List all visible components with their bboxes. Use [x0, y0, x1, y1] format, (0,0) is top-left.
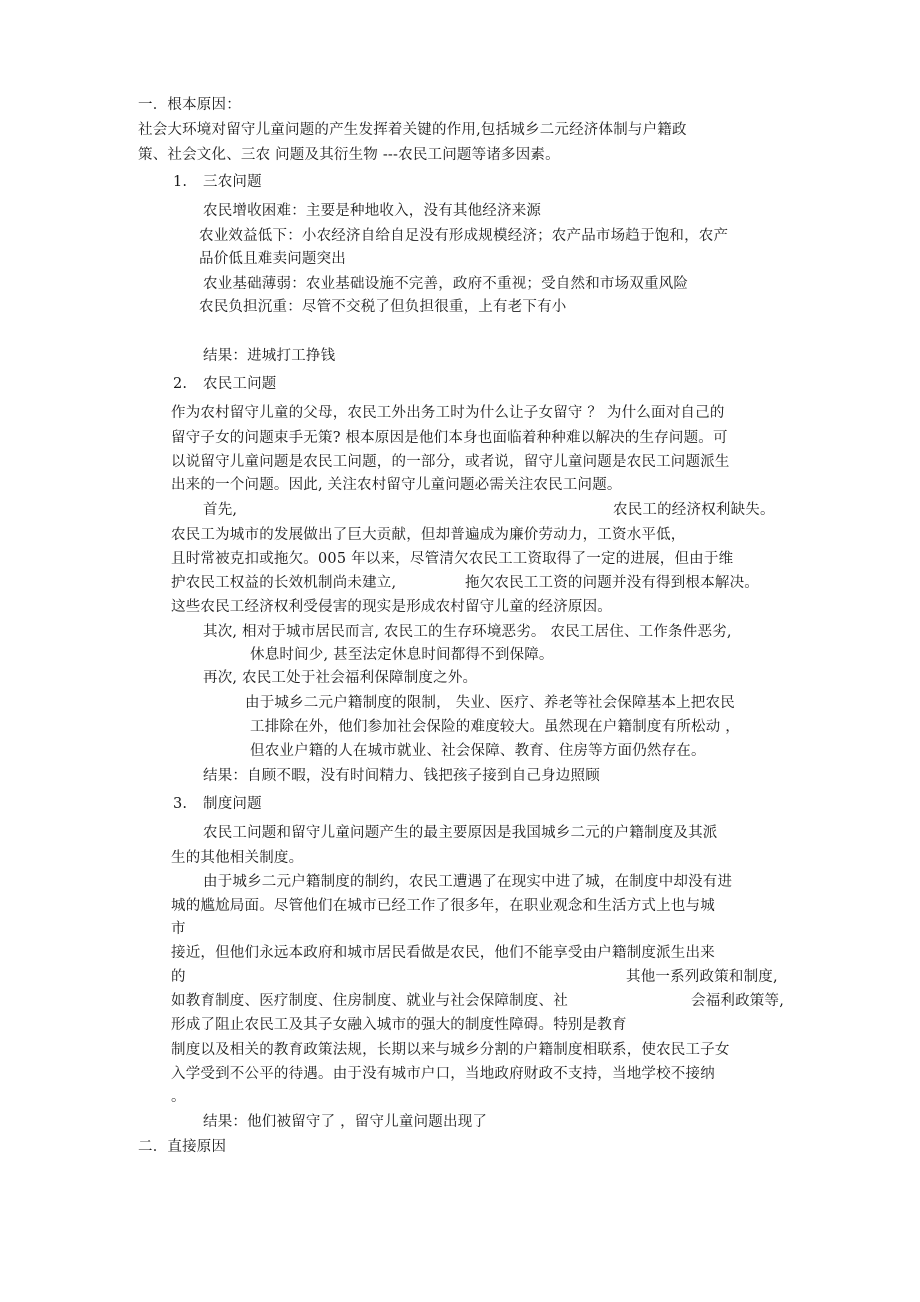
item2-para2-line-3b: 拖欠农民工工资的问题并没有得到根本解决。	[465, 575, 759, 591]
item3-para2-line-5b: 其他一系列政策和制度,	[626, 969, 778, 985]
intro-line-2: 策、社会文化、三农 问题及其衍生物 ---农民工问题等诸多因素。	[138, 147, 560, 163]
item3-number: 3.	[173, 796, 188, 812]
item2-huji-line-1: 由于城乡二元户籍制度的限制， 失业、医疗、养老等社会保障基本上把农民	[245, 695, 735, 711]
item1-result: 结果：进城打工挣钱	[203, 348, 336, 364]
item3-para1-line-2: 生的其他相关制度。	[171, 850, 304, 866]
item1-line-1: 农民增收困难：主要是种地收入，没有其他经济来源	[203, 203, 542, 219]
intro-line-1: 社会大环境对留守儿童问题的产生发挥着关键的作用,包括城乡二元经济体制与户籍政	[138, 122, 687, 138]
item2-para2-line-4: 这些农民工经济权利受侵害的现实是形成农村留守儿童的经济原因。	[171, 599, 612, 615]
item2-para1-line-1: 作为农村留守儿童的父母，农民工外出务工时为什么让子女留守 ？ 为什么面对自己的	[171, 405, 725, 421]
item1-line-2: 农业效益低下：小农经济自给自足没有形成规模经济；农产品市场趋于饱和，农产	[199, 228, 729, 244]
item2-para2-line-2: 且时常被克扣或拖欠。005 年以来，尽管清欠农民工工资取得了一定的进展，但由于维	[171, 551, 734, 567]
item2-title: 农民工问题	[203, 376, 277, 392]
item1-line-5: 农民负担沉重：尽管不交税了但负担很重，上有老下有小	[199, 299, 567, 315]
section2-heading: 二．直接原因	[138, 1139, 227, 1155]
item2-para1-line-4: 出来的一个问题。因此, 关注农村留守儿童问题必需关注农民工问题。	[171, 477, 622, 493]
item1-line-4: 农业基础薄弱：农业基础设施不完善，政府不重视；受自然和市场双重风险	[203, 276, 689, 292]
item3-title: 制度问题	[203, 796, 262, 812]
item1-title: 三农问题	[203, 174, 262, 190]
item3-para2-line-5a: 的	[171, 969, 186, 985]
item2-huji-line-2: 工排除在外，他们参加社会保险的难度较大。虽然现在户籍制度有所松动 ，	[250, 719, 740, 735]
item3-para2-line-1: 由于城乡二元户籍制度的制约，农民工遭遇了在现实中进了城，在制度中却没有进	[203, 874, 733, 890]
item2-number: 2.	[173, 376, 188, 392]
item3-para2-line-4: 接近，但他们永远本政府和城市居民看做是农民，他们不能享受由户籍制度派生出来	[171, 945, 715, 961]
item2-result: 结果：自顾不暇，没有时间精力、钱把孩子接到自己身边照顾	[203, 768, 600, 784]
item1-number: 1.	[173, 174, 188, 190]
item3-para2-line-6a: 如教育制度、医疗制度、住房制度、就业与社会保障制度、社	[171, 993, 568, 1009]
item3-para2-line-2: 城的尴尬局面。尽管他们在城市已经工作了很多年，在职业观念和生活方式上也与城	[171, 898, 715, 914]
item2-first-text: 农民工的经济权利缺失。	[613, 502, 775, 518]
item3-para2-line-10: 。	[171, 1089, 186, 1105]
item2-huji-line-3: 但农业户籍的人在城市就业、社会保障、教育、住房等方面仍然存在。	[250, 743, 706, 759]
item2-para2-line-3a: 护农民工权益的长效机制尚未建立,	[171, 575, 397, 591]
item3-para2-line-9: 入学受到不公平的待遇。由于没有城市户口，当地政府财政不支持，当地学校不接纳	[171, 1066, 715, 1082]
item3-para1-line-1: 农民工问题和留守儿童问题产生的最主要原因是我国城乡二元的户籍制度及其派	[203, 825, 718, 841]
item3-result: 结果：他们被留守了 ，留守儿童问题出现了	[203, 1114, 488, 1130]
item3-para2-line-7: 形成了阻止农民工及其子女融入城市的强大的制度性障碍。特别是教育	[171, 1017, 627, 1033]
item3-para2-line-8: 制度以及相关的教育政策法规，长期以来与城乡分割的户籍制度相联系，使农民工子女	[171, 1042, 730, 1058]
section1-heading: 一．根本原因：	[138, 97, 241, 113]
item2-second-line-2: 休息时间少, 甚至法定休息时间都得不到保障。	[250, 647, 554, 663]
item2-third: 再次, 农民工处于社会福利保障制度之外。	[203, 670, 478, 686]
item2-para1-line-2: 留守子女的问题束手无策? 根本原因是他们本身也面临着种种难以解决的生存问题。可	[171, 430, 728, 446]
item2-first-label: 首先,	[203, 502, 238, 518]
item1-line-3: 品价低且难卖问题突出	[199, 251, 346, 267]
item3-para2-line-3: 市	[171, 921, 186, 937]
item2-second-line-1: 其次, 相对于城市居民而言, 农民工的生存环境恶劣。 农民工居住、工作条件恶劣,	[203, 624, 732, 640]
item3-para2-line-6b: 会福利政策等,	[691, 993, 785, 1009]
item2-para1-line-3: 以说留守儿童问题是农民工问题，的一部分，或者说，留守儿童问题是农民工问题派生	[171, 454, 730, 470]
item2-para2-line-1: 农民工为城市的发展做出了巨大贡献，但却普遍成为廉价劳动力，工资水平低，	[171, 527, 686, 543]
